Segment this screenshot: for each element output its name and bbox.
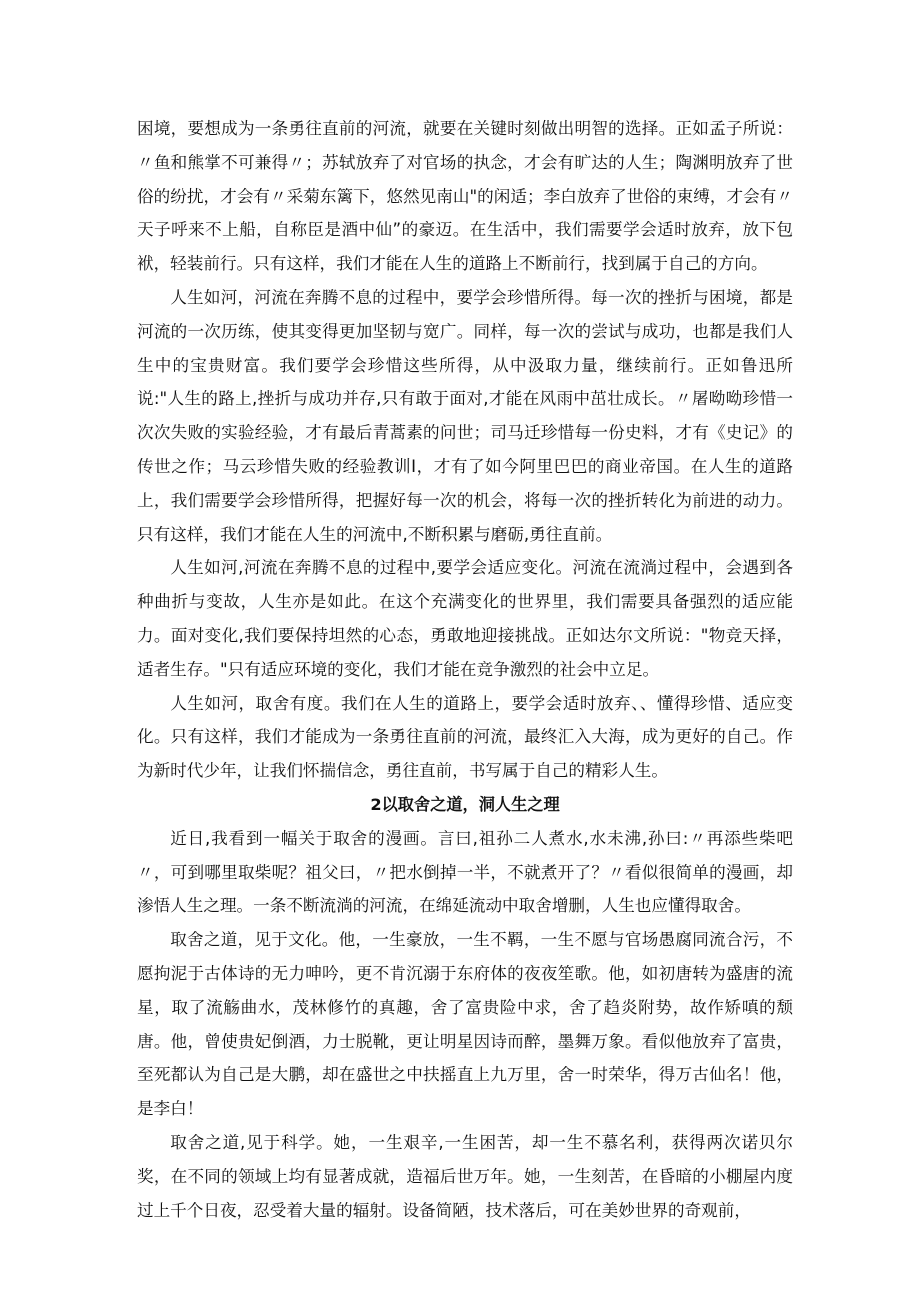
paragraph: 困境，要想成为一条勇往直前的河流，就要在关键时刻做出明智的选择。正如孟子所说：〃鱼和熊掌不可兼得〃；苏轼放弃了对官场的执念，才会有旷达的人生；陶渊明放弃了世俗的纷扰，才会有〃采菊东篱下，悠然见南山"的闲适；李白放弃了世俗的束缚，才会有〃天子呼来不上船，自称臣是酒中仙”的豪迈。在生活中，我们需要学会适时放弃，放下包袱，轻装前行。只有这样，我们才能在人生的道路上不断前行，找到属于自己的方向。 (137, 119, 793, 274)
paragraph: 取舍之道，见于文化。他，一生豪放，一生不羁，一生不愿与官场愚腐同流合污，不愿拘泥于古体诗的无力呻吟，更不肯沉溺于东府体的夜夜笙歌。他，如初唐转为盛唐的流星，取了流觞曲水，茂林修竹的真趣，舍了富贵险中求，舍了趋炎附势，故作矫嗔的颓唐。他，曾使贵妃倒酒，力士脱靴，更让明星因诗而醉，墨舞万象。看似他放弃了富贵，至死都认为自己是大鹏，却在盛世之中扶摇直上九万里，舍一时荣华，得万古仙名！他，是李白！ (137, 930, 793, 1119)
paragraph: 人生如河,河流在奔腾不息的过程中,要学会适应变化。河流在流淌过程中，会遇到各种曲折与变故，人生亦是如此。在这个充满变化的世界里，我们需要具备强烈的适应能力。面对变化,我们要保持坦然的心态，勇敢地迎接挑战。正如达尔文所说："物竞天择，适者生存。"只有适应环境的变化，我们才能在竞争激烈的社会中立足。 (137, 558, 793, 679)
document-page (137, 112, 793, 1227)
paragraph: 取舍之道,见于科学。她，一生艰辛,一生困苦，却一生不慕名利，获得两次诺贝尔奖，在不同的领域上均有显著成就，造福后世万年。她，一生刻苦，在昏暗的小棚屋内度过上千个日夜，忍受着大量的辐射。设备简陋，技术落后，可在美妙世界的奇观前， (137, 1132, 793, 1220)
paragraph: 近日,我看到一幅关于取舍的漫画。言曰,祖孙二人煮水,水未沸,孙曰:〃再添些柴吧〃，可到哪里取柴呢？祖父曰，〃把水倒掉一半，不就煮开了？〃看似很简单的漫画，却渗悟人生之理。一条不断流淌的河流，在绵延流动中取舍增删，人生也应懂得取舍。 (137, 828, 793, 916)
paragraph: 人生如河，取舍有度。我们在人生的道路上，要学会适时放弃、、懂得珍惜、适应变化。只有这样，我们才能成为一条勇往直前的河流，最终汇入大海，成为更好的自己。作为新时代少年，让我们怀揣信念，勇往直前，书写属于自己的精彩人生。 (137, 693, 793, 781)
paragraph: 人生如河，河流在奔腾不息的过程中，要学会珍惜所得。每一次的挫折与困境，都是河流的一次历练，使其变得更加坚韧与宽广。同样，每一次的尝试与成功，也都是我们人生中的宝贵财富。我们要学会珍惜这些所得，从中汲取力量，继续前行。正如鲁迅所说:"人生的路上,挫折与成功并存,只有敢于面对,才能在风雨中茁壮成长。〃屠呦呦珍惜一次次失败的实验经验，才有最后青蒿素的问世；司马迁珍惜每一份史料，才有《史记》的传世之作；马云珍惜失败的经验教训Ⅰ，才有了如今阿里巴巴的商业帝国。在人生的道路上，我们需要学会珍惜所得，把握好每一次的机会，将每一次的挫折转化为前进的动力。只有这样，我们才能在人生的河流中,不断积累与磨砺,勇往直前。 (137, 287, 793, 544)
section-heading: 2以取舍之道，洞人生之理 (370, 794, 560, 814)
